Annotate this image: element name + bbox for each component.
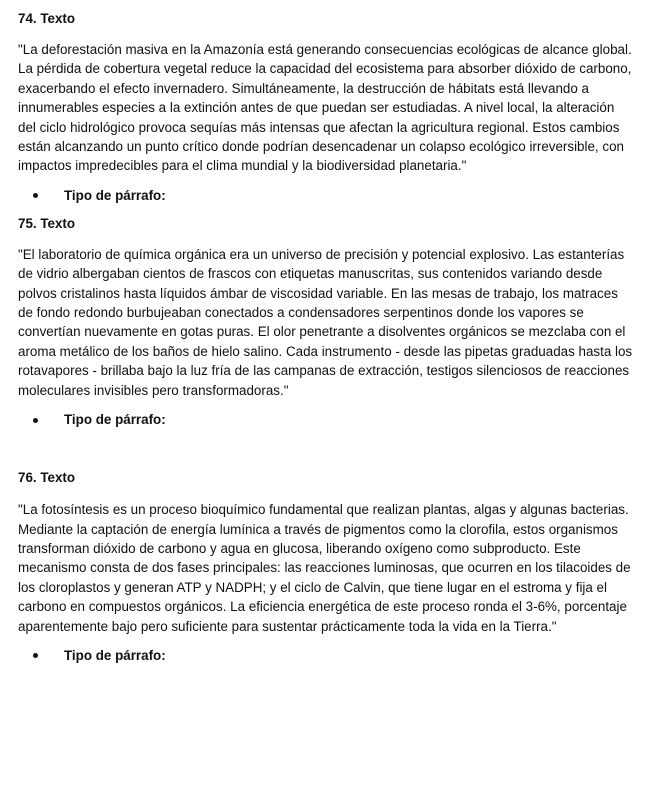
bullet-icon bbox=[33, 653, 38, 658]
question-label: Tipo de párrafo: bbox=[64, 647, 166, 663]
bullet-icon bbox=[33, 418, 38, 423]
question-label: Tipo de párrafo: bbox=[64, 187, 166, 203]
question-item bbox=[18, 187, 635, 205]
bullet-icon bbox=[33, 193, 38, 198]
exercise-paragraph: "La deforestación masiva en la Amazonía está generando consecuencias ecológicas de alcance global. La pérdida de cobertura vegetal reduce la capacidad del ecosistema para absorber dióxido de carbono, exacerbando el efecto invernadero. Simultáneamente, la destrucción de hábitats está llevando a innumerables especies a la extinción antes de que puedan ser estudiadas. A nivel local, la alteración del ciclo hidrológico provoca sequías más intensas que afectan la agricultura regional. Estos cambios están alcanzando un punto crítico donde podrían desencadenar un colapso ecológico irreversible, con impactos impredecibles para el clima mundial y la biodiversidad planetaria." bbox=[18, 42, 632, 174]
question-item bbox=[18, 411, 635, 429]
document-page bbox=[18, 10, 635, 665]
exercise-title: 74. Texto bbox=[18, 11, 76, 26]
exercise-title: 75. Texto bbox=[18, 215, 76, 231]
question-label: Tipo de párrafo: bbox=[64, 412, 166, 428]
exercise-75 bbox=[18, 215, 635, 429]
exercise-76 bbox=[18, 469, 635, 665]
question-item bbox=[18, 647, 635, 665]
exercise-paragraph: "El laboratorio de química orgánica era un universo de precisión y potencial explosivo. Las estanterías de vidrio albergaban cientos de frascos con etiquetas manuscritas, sus contenidos variando desde polvos cristalinos hasta líquidos ámbar de viscosidad variable. En las mesas de trabajo, los matraces de fondo redondo burbujeaban conectados a condensadores serpentinos donde los vapores se convertían nuevamente en gotas puras. El olor penetrante a disolventes orgánicos se mezclaba con el aroma metálico de los baños de hielo salino. Cada instrumento - desde las pipetas graduadas hasta los rotavapores - brillaba bajo la luz fría de las campanas de extracción, testigos silenciosos de reacciones moleculares invisibles pero transformadoras." bbox=[18, 246, 633, 398]
exercise-paragraph: "La fotosíntesis es un proceso bioquímico fundamental que realizan plantas, algas y algunas bacterias. Mediante la captación de energía lumínica a través de pigmentos como la clorofila, estos organismos transforman dióxido de carbono y agua en glucosa, liberando oxígeno como subproducto. Este mecanismo consta de dos fases principales: las reacciones luminosas, que ocurren en los tilacoides de los cloroplastos y generan ATP y NADPH; y el ciclo de Calvin, que tiene lugar en el estroma y fija el carbono en compuestos orgánicos. La eficiencia energética de este proceso ronda el 3-6%, porcentaje aparentemente bajo pero suficiente para sustentar prácticamente toda la vida en la Tierra." bbox=[18, 502, 631, 634]
exercise-title: 76. Texto bbox=[18, 470, 76, 486]
exercise-74 bbox=[18, 10, 635, 205]
